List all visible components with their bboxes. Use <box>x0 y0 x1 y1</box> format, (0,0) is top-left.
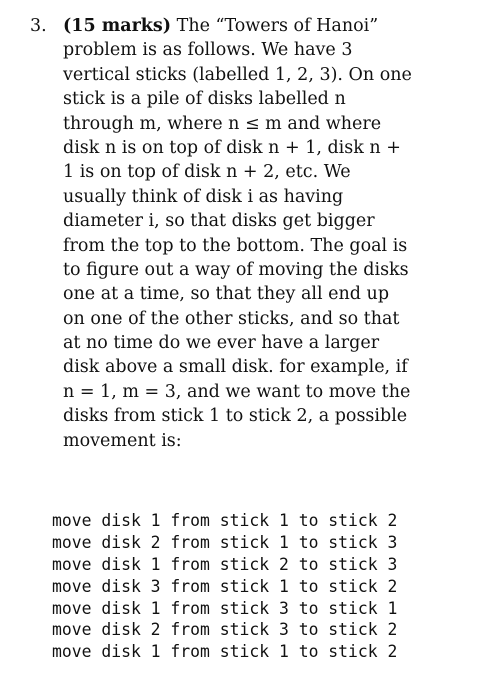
statement-line: diameter i, so that disks get bigger <box>63 211 375 232</box>
statement-line: one at a time, so that they all end up <box>63 284 390 305</box>
statement-line: at no time do we ever have a larger <box>63 333 380 354</box>
statement-line: problem is as follows. We have 3 <box>63 40 353 61</box>
move-line: move disk 1 from stick 2 to stick 3 <box>52 554 398 574</box>
move-line: move disk 1 from stick 1 to stick 2 <box>52 642 398 662</box>
statement-line: disks from stick 1 to stick 2, a possible <box>63 406 408 427</box>
statement-line-text: The “Towers of Hanoi” <box>176 16 379 36</box>
statement-line: n = 1, m = 3, and we want to move the <box>63 381 411 402</box>
question-number: 3. <box>30 16 47 36</box>
statement-line: movement is: <box>63 430 182 451</box>
statement-line: through m, where n ≤ m and where <box>63 113 382 134</box>
statement-line-1 <box>63 14 473 38</box>
problem-statement <box>63 14 473 453</box>
statement-line: usually think of disk i as having <box>63 186 344 207</box>
statement-line: disk above a small disk. for example, if <box>63 357 408 378</box>
move-line: move disk 1 from stick 3 to stick 1 <box>52 598 398 618</box>
statement-line: on one of the other sticks, and so that <box>63 308 400 329</box>
statement-line: 1 is on top of disk n + 2, etc. We <box>63 162 351 183</box>
statement-line: from the top to the bottom. The goal is <box>63 235 408 256</box>
marks-label: (15 marks) <box>63 16 172 36</box>
statement-line: disk n is on top of disk n + 1, disk n + <box>63 137 401 158</box>
move-line: move disk 2 from stick 3 to stick 2 <box>52 620 398 640</box>
statement-line: stick is a pile of disks labelled n <box>63 89 346 110</box>
move-line: move disk 2 from stick 1 to stick 3 <box>52 532 398 552</box>
move-line: move disk 3 from stick 1 to stick 2 <box>52 576 398 596</box>
move-line: move disk 1 from stick 1 to stick 2 <box>52 511 398 530</box>
statement-line: to figure out a way of moving the disks <box>63 259 409 280</box>
statement-line: vertical sticks (labelled 1, 2, 3). On one <box>63 64 412 85</box>
moves-listing <box>52 510 397 663</box>
